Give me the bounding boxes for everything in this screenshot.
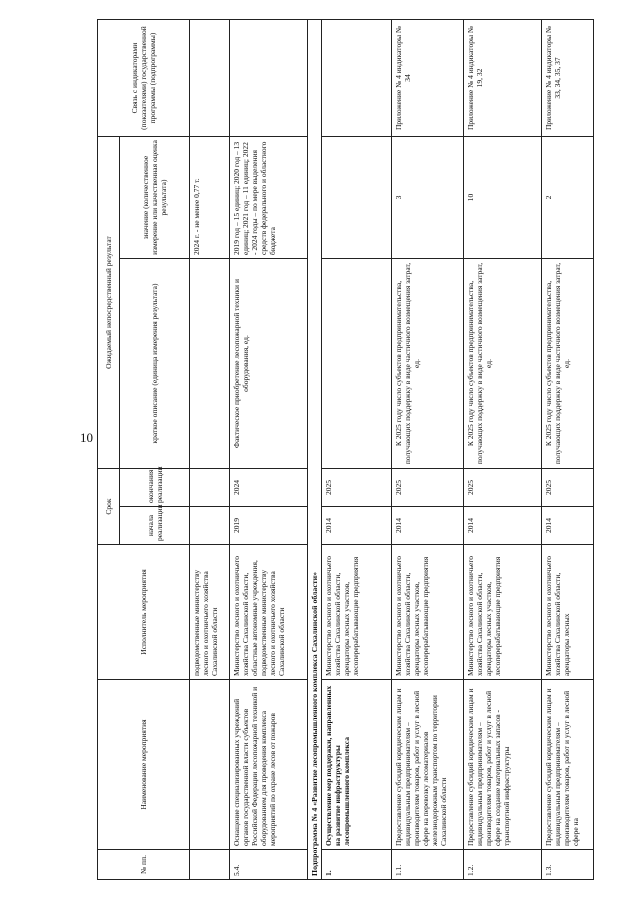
cell-desc: [322, 259, 392, 469]
cell-value: 2024 г. - не менее 0,77 т.: [190, 137, 230, 259]
cell-executor: подведомственные министерству лесного и охотничьего хозяйства Сахалинской области: [190, 545, 230, 680]
cell-value: 10: [464, 137, 542, 259]
col-end-header: окончания реализации: [120, 469, 190, 507]
col-link-header: Связь с индикаторами (показателями) государственной программы (подпрограммы): [98, 20, 190, 137]
col-expected-header: Ожидаемый непосредственный результат: [98, 137, 120, 469]
cell-value: 2019 год – 15 единиц; 2020 год – 13 единиц; 2021 год – 11 единиц; 2022 - 2024 годы – по мере выделения средств федерального и областного бюджета: [230, 137, 308, 259]
col-name-header: Наименование мероприятия: [98, 680, 190, 850]
cell-link: [230, 20, 308, 137]
cell-desc: К 2025 году число субъектов предпринимательства, получающих поддержку в виде частичного возмещения затрат, ед.: [464, 259, 542, 469]
cell-num: 1.: [322, 850, 392, 880]
cell-start: [190, 507, 230, 545]
cell-desc: Фактическое приобретение лесопожарной техники и оборудования, ед.: [230, 259, 308, 469]
measures-table: [97, 19, 594, 880]
subprogram-title: Подпрограмма № 4 «Развитие лесопромышленного комплекса Сахалинской области»: [308, 20, 322, 880]
cell-start: 2019: [230, 507, 308, 545]
cell-end: [190, 469, 230, 507]
cell-name: Предоставление субсидий юридическим лицам и индивидуальным предпринимателям – производителям товаров, работ и услуг в лесной сфере на: [542, 680, 594, 850]
cell-start: 2014: [392, 507, 464, 545]
cell-link: Приложение № 4 индикаторы № 33, 34, 35, 37: [542, 20, 594, 137]
table-row: [392, 20, 464, 880]
cell-name: Осуществление мер поддержки, направленных на развитие инфраструктуры лесопромышленного комплекса: [322, 680, 392, 850]
cell-name: [190, 680, 230, 850]
table-row: [230, 20, 308, 880]
table-row: [464, 20, 542, 880]
cell-link: Приложение № 4 индикаторы № 34: [392, 20, 464, 137]
cell-link: [190, 20, 230, 137]
col-start-header: начала реализации: [120, 507, 190, 545]
cell-value: [322, 137, 392, 259]
cell-start: 2014: [464, 507, 542, 545]
cell-executor: Министерство лесного и охотничьего хозяйства Сахалинской области, арендаторы лесных участков, лесоперерабатывающие предприятия: [464, 545, 542, 680]
cell-executor: Министерство лесного и охотничьего хозяйства Сахалинской области, областные автономные учреждения, подведомственные министерству лесного и охотничьего хозяйства Сахалинской области: [230, 545, 308, 680]
cell-num: 1.3.: [542, 850, 594, 880]
cell-end: 2025: [542, 469, 594, 507]
table-row: [322, 20, 392, 880]
cell-executor: Министерство лесного и охотничьего хозяйства Сахалинской области, арендаторы лесных участков, лесоперерабатывающие предприятия: [392, 545, 464, 680]
subprogram-row: [308, 20, 322, 880]
cell-link: Приложение № 4 индикаторы № 19, 32: [464, 20, 542, 137]
cell-name: Предоставление субсидий юридическим лицам и индивидуальным предпринимателям – производителям товаров, работ и услуг в лесной сфере на создание материальных запасов - транспортной инфраструктуры: [464, 680, 542, 850]
table-row: [190, 20, 230, 880]
table-row: [542, 20, 594, 880]
cell-num: [190, 850, 230, 880]
cell-num: 5.4.: [230, 850, 308, 880]
col-term-header: Срок: [98, 469, 120, 545]
cell-num: 1.2.: [464, 850, 542, 880]
cell-name: Оснащение специализированных учреждений органов государственной власти субъектов Российской Федерации лесопожарной техникой и оборудованием для проведения комплекса мероприятий по охране лесов от пожаров: [230, 680, 308, 850]
cell-desc: [190, 259, 230, 469]
rotated-table-wrapper: [97, 20, 617, 880]
cell-value: 3: [392, 137, 464, 259]
cell-end: 2024: [230, 469, 308, 507]
cell-desc: К 2025 году число субъектов предпринимательства, получающих поддержку в виде частичного возмещения затрат, ед.: [542, 259, 594, 469]
col-value-header: значение (количественное измерение или качественная оценка результата): [120, 137, 190, 259]
cell-executor: Министерство лесного и охотничьего хозяйства Сахалинской области, арендаторы лесных: [542, 545, 594, 680]
col-num-header: № пп.: [98, 850, 190, 880]
cell-end: 2025: [392, 469, 464, 507]
cell-start: 2014: [542, 507, 594, 545]
page-number: 10: [80, 430, 93, 445]
cell-link: [322, 20, 392, 137]
cell-desc: К 2025 году число субъектов предпринимательства, получающих поддержку в виде частичного возмещения затрат, ед.: [392, 259, 464, 469]
cell-end: 2025: [322, 469, 392, 507]
cell-end: 2025: [464, 469, 542, 507]
col-desc-header: краткое описание (единица измерения результата): [120, 259, 190, 469]
cell-executor: Министерство лесного и охотничьего хозяйства Сахалинской области, арендаторы лесных участков, лесоперерабатывающие предприятия: [322, 545, 392, 680]
cell-num: 1.1.: [392, 850, 464, 880]
col-executor-header: Исполнитель мероприятия: [98, 545, 190, 680]
cell-value: 2: [542, 137, 594, 259]
cell-start: 2014: [322, 507, 392, 545]
cell-name: Предоставление субсидий юридическим лицам и индивидуальным предпринимателям – производителям товаров, работ и услуг в лесной сфере на перевозку лесоматериалов железнодорожным транспортом по территории Сахалинской области: [392, 680, 464, 850]
